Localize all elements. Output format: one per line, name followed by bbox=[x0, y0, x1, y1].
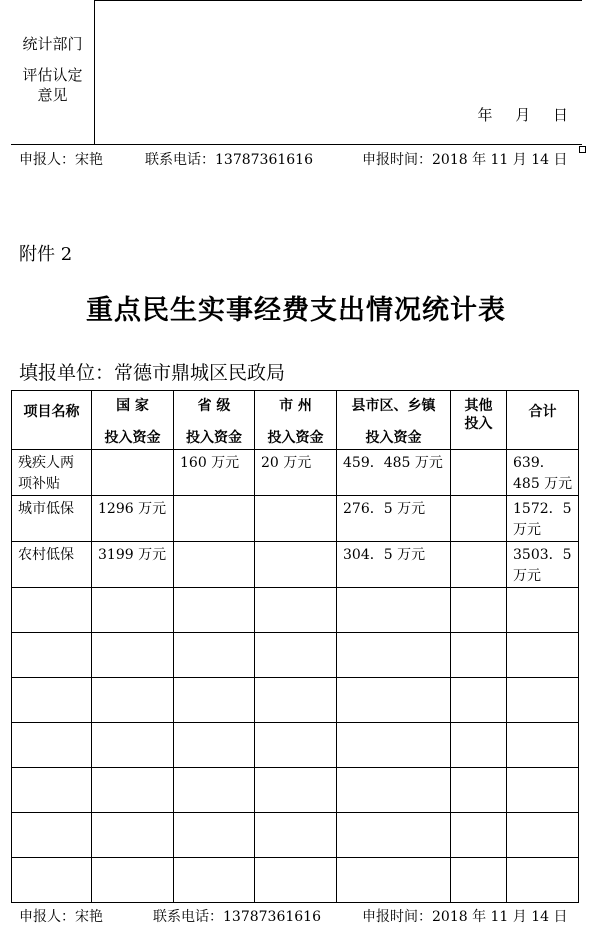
table-cell bbox=[507, 858, 579, 903]
col-header: 国 家 投入资金 bbox=[92, 391, 174, 450]
table-cell bbox=[92, 678, 174, 723]
table-cell bbox=[507, 588, 579, 633]
table-cell: 20 万元 bbox=[255, 450, 337, 496]
table-cell bbox=[174, 588, 255, 633]
date-placeholder: 年 月 日 bbox=[477, 106, 570, 124]
phone: 联系电话：13787361616 bbox=[145, 152, 313, 168]
table-cell: 3503．5 万元 bbox=[507, 542, 579, 588]
table-cell bbox=[451, 813, 507, 858]
table-cell bbox=[507, 678, 579, 723]
divider bbox=[94, 0, 582, 1]
col-header: 市 州 投入资金 bbox=[255, 391, 337, 450]
table-cell bbox=[451, 858, 507, 903]
table-cell bbox=[451, 633, 507, 678]
page-title: 重点民生实事经费支出情况统计表 bbox=[86, 295, 506, 326]
table-cell bbox=[174, 496, 255, 542]
table-cell bbox=[174, 723, 255, 768]
phone: 联系电话：13787361616 bbox=[153, 909, 321, 925]
table-cell bbox=[255, 813, 337, 858]
reporter: 申报人：宋艳 bbox=[19, 152, 103, 168]
table-cell bbox=[337, 588, 451, 633]
table-cell bbox=[92, 768, 174, 813]
table-cell bbox=[255, 496, 337, 542]
dept-label-line: 意见 bbox=[37, 86, 68, 104]
table-cell bbox=[337, 723, 451, 768]
table-cell bbox=[337, 678, 451, 723]
table-row bbox=[12, 678, 579, 723]
table-cell bbox=[12, 723, 92, 768]
table-cell: 城市低保 bbox=[12, 496, 92, 542]
divider bbox=[94, 0, 95, 145]
table-cell bbox=[174, 768, 255, 813]
table-cell bbox=[92, 723, 174, 768]
table-cell: 农村低保 bbox=[12, 542, 92, 588]
table-cell bbox=[12, 588, 92, 633]
divider bbox=[11, 144, 582, 145]
table-cell bbox=[174, 633, 255, 678]
table-cell bbox=[174, 858, 255, 903]
table-cell bbox=[92, 858, 174, 903]
table-cell bbox=[255, 858, 337, 903]
table-cell bbox=[507, 768, 579, 813]
attachment-label: 附件 2 bbox=[19, 244, 73, 265]
table-cell bbox=[337, 813, 451, 858]
table-row bbox=[12, 633, 579, 678]
stats-table bbox=[11, 390, 579, 903]
table-cell bbox=[174, 678, 255, 723]
table-cell bbox=[12, 633, 92, 678]
table-cell bbox=[451, 723, 507, 768]
table-row bbox=[12, 813, 579, 858]
table-cell bbox=[12, 813, 92, 858]
table-cell bbox=[507, 813, 579, 858]
table-cell bbox=[255, 633, 337, 678]
col-header: 合计 bbox=[507, 391, 579, 450]
table-cell bbox=[174, 542, 255, 588]
col-header: 省 级 投入资金 bbox=[174, 391, 255, 450]
dept-label-line: 评估认定 bbox=[22, 66, 83, 84]
table-cell: 残疾人两项补贴 bbox=[12, 450, 92, 496]
table-cell bbox=[451, 450, 507, 496]
table-cell bbox=[92, 633, 174, 678]
table-cell bbox=[12, 768, 92, 813]
table-cell bbox=[255, 678, 337, 723]
table-cell bbox=[507, 723, 579, 768]
reporter: 申报人：宋艳 bbox=[19, 909, 103, 925]
footer-bottom bbox=[19, 906, 579, 926]
dept-label-line: 统计部门 bbox=[22, 35, 83, 53]
table-cell bbox=[337, 768, 451, 813]
table-cell bbox=[12, 678, 92, 723]
table-cell: 639．485 万元 bbox=[507, 450, 579, 496]
table-row bbox=[12, 588, 579, 633]
report-time: 申报时间：2018 年 11 月 14 日 bbox=[362, 152, 568, 168]
filing-unit: 填报单位：常德市鼎城区民政局 bbox=[19, 362, 286, 384]
table-cell bbox=[255, 723, 337, 768]
table-cell: 276．5 万元 bbox=[337, 496, 451, 542]
table-cell bbox=[12, 858, 92, 903]
approval-block bbox=[11, 0, 582, 145]
table-cell bbox=[451, 496, 507, 542]
table-cell bbox=[255, 768, 337, 813]
table-cell: 304．5 万元 bbox=[337, 542, 451, 588]
table-row bbox=[12, 858, 579, 903]
table-cell bbox=[92, 450, 174, 496]
table-cell: 459．485 万元 bbox=[337, 450, 451, 496]
table-cell: 1296 万元 bbox=[92, 496, 174, 542]
table-cell bbox=[255, 542, 337, 588]
table-header-row bbox=[12, 391, 579, 450]
table-row bbox=[12, 723, 579, 768]
checkbox-mark bbox=[579, 146, 586, 153]
table-cell bbox=[451, 588, 507, 633]
table-cell bbox=[507, 633, 579, 678]
report-time: 申报时间：2018 年 11 月 14 日 bbox=[362, 909, 568, 925]
table-row bbox=[12, 450, 579, 496]
col-header: 县市区、乡镇 投入资金 bbox=[337, 391, 451, 450]
table-cell bbox=[337, 858, 451, 903]
table-cell bbox=[255, 588, 337, 633]
footer-top bbox=[19, 149, 579, 169]
col-header: 其他 投入 bbox=[451, 391, 507, 450]
table-cell bbox=[451, 768, 507, 813]
table-cell bbox=[92, 813, 174, 858]
table-cell bbox=[451, 542, 507, 588]
table-row bbox=[12, 496, 579, 542]
table-cell: 3199 万元 bbox=[92, 542, 174, 588]
table-row bbox=[12, 542, 579, 588]
table-row bbox=[12, 768, 579, 813]
table-cell bbox=[92, 588, 174, 633]
table-cell: 160 万元 bbox=[174, 450, 255, 496]
table-cell bbox=[174, 813, 255, 858]
table-cell bbox=[337, 633, 451, 678]
col-header: 项目名称 bbox=[12, 391, 92, 450]
table-cell: 1572．5 万元 bbox=[507, 496, 579, 542]
table-cell bbox=[451, 678, 507, 723]
